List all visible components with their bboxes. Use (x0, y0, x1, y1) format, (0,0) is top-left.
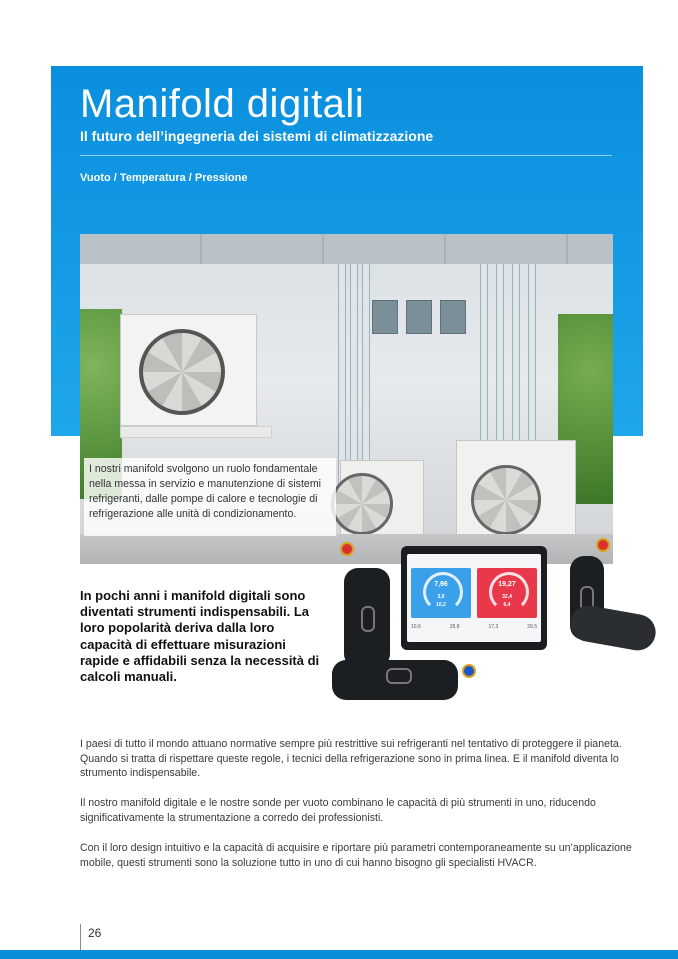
mini-value: 28,8 (449, 624, 460, 630)
screen-mini-values (411, 624, 537, 630)
red-valve-icon (596, 538, 610, 552)
blue-valve-icon (462, 664, 476, 678)
probe-bottom (332, 660, 458, 700)
high-sub-reading-2: 6,4 (503, 602, 511, 608)
high-pressure-reading: 19,27 (498, 581, 516, 588)
body-paragraph-2: Il nostro manifold digitale e le nostre sonde per vuoto combinano le capacità di più strumenti in uno, riducendo significativamente la strumentazione a corredo dei professionisti. (80, 797, 596, 824)
low-sub-reading: 3,9 (437, 594, 445, 600)
photo-caption-box (84, 458, 336, 536)
ac-unit-right (456, 440, 576, 546)
mini-value: 17,3 (488, 624, 499, 630)
fan-icon (471, 465, 541, 535)
mini-value: 29,5 (527, 624, 537, 630)
pressure-panel-high (477, 568, 537, 618)
low-sub-reading-2: 10,2 (436, 602, 446, 608)
page-title: Manifold digitali (80, 82, 365, 126)
red-valve-icon (340, 542, 354, 556)
photo-caption: I nostri manifold svolgono un ruolo fondamentale nella messa in servizio e manutenzione di sistemi refrigeranti, dalle pompe di calore e tecnologie di refrigerazione alle unità di condizionamento. (89, 463, 321, 520)
body-paragraph-1: I paesi di tutto il mondo attuano normative sempre più restrittive sui refrigeranti nel tentativo di proteggere il pianeta. Quando si tratta di rispettare queste regole, i tecnici della refrigerazione sono in prima linea. E il manifold diventa lo strumento indispensabile. (80, 738, 622, 780)
junction-box (372, 300, 398, 334)
page-number: 26 (88, 926, 102, 940)
pressure-panel-low (411, 568, 471, 618)
fan-icon (331, 473, 393, 535)
high-sub-reading: 32,4 (502, 594, 512, 600)
mini-value: 10,6 (411, 624, 421, 630)
highlight-text: In pochi anni i manifold digitali sono diventati strumenti indispensabili. La loro popolarità deriva dalla loro capacità di effettuare misurazioni rapide e affidabili senza la necessità di calcoli manuali. (80, 588, 320, 685)
body-paragraph-3: Con il loro design intuitivo e la capacità di acquisire e riportare più parametri contemporaneamente su un’applicazione mobile, questi strumenti sono la soluzione tutto in uno di cui hanno bisogno gli specialisti HVACR. (80, 842, 632, 869)
fan-icon (139, 329, 225, 415)
tablet (401, 546, 547, 650)
low-pressure-reading: 7,96 (434, 581, 448, 588)
header-divider (80, 155, 612, 156)
digital-manifold-illustration (330, 540, 660, 710)
ac-unit-left (120, 314, 257, 426)
probe-left (344, 568, 390, 668)
page-number-divider (80, 924, 81, 950)
page-subtitle: Il futuro dell’ingegneria dei sistemi di climatizzazione (80, 128, 434, 144)
probe-led (361, 606, 375, 632)
tagline: Vuoto / Temperatura / Pressione (80, 172, 248, 184)
pipe (350, 264, 358, 484)
ac-stand (120, 426, 272, 438)
footer-bar (0, 950, 678, 959)
wall-top (80, 234, 613, 264)
pipe (362, 264, 370, 484)
junction-box (440, 300, 466, 334)
pipe (338, 264, 346, 484)
junction-box (406, 300, 432, 334)
tablet-screen (407, 554, 541, 642)
clamp-probe (568, 603, 659, 653)
probe-led (386, 668, 412, 684)
